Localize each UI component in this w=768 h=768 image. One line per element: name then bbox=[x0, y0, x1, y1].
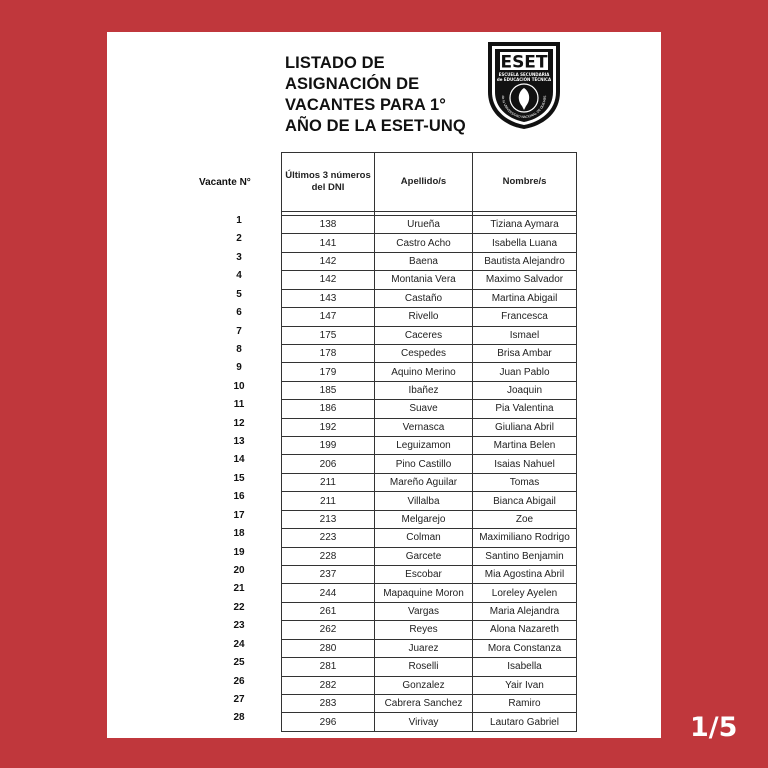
table-row bbox=[282, 621, 577, 639]
vacante-number: 1 bbox=[236, 215, 242, 226]
title-line-3: VACANTES PARA 1° bbox=[285, 96, 446, 114]
nombre-cell: Isaias Nahuel bbox=[473, 455, 577, 473]
table-row bbox=[282, 344, 577, 362]
logo-ring-text: de la UNIVERSIDAD NACIONAL DE QUILMES bbox=[500, 95, 548, 120]
apellido-cell: Ibañez bbox=[375, 381, 473, 399]
apellido-cell: Garcete bbox=[375, 547, 473, 565]
nombre-cell: Pia Valentina bbox=[473, 400, 577, 418]
vacante-number: 12 bbox=[233, 417, 245, 429]
nombre-cell: Maximiliano Rodrigo bbox=[473, 529, 577, 547]
nombre-cell: Maria Alejandra bbox=[473, 602, 577, 620]
table-row bbox=[282, 326, 577, 344]
table-row bbox=[282, 455, 577, 473]
dni-cell: 283 bbox=[282, 694, 375, 712]
vacante-number-list bbox=[219, 212, 259, 728]
table-row bbox=[282, 566, 577, 584]
nombre-cell: Giuliana Abril bbox=[473, 418, 577, 436]
apellido-cell: Gonzalez bbox=[375, 676, 473, 694]
title-line-1: LISTADO DE bbox=[285, 54, 385, 72]
nombre-cell: Santino Benjamin bbox=[473, 547, 577, 565]
vacante-number: 11 bbox=[233, 399, 245, 411]
dni-cell: 199 bbox=[282, 437, 375, 455]
nombre-cell: Ismael bbox=[473, 326, 577, 344]
vacante-number: 25 bbox=[233, 657, 245, 669]
nombre-cell: Mora Constanza bbox=[473, 639, 577, 657]
apellido-cell: Cespedes bbox=[375, 344, 473, 362]
table-row bbox=[282, 676, 577, 694]
dni-cell: 142 bbox=[282, 252, 375, 270]
dni-cell: 206 bbox=[282, 455, 375, 473]
vacante-number: 6 bbox=[236, 307, 242, 319]
vacante-number: 19 bbox=[233, 546, 245, 558]
apellido-cell: Colman bbox=[375, 529, 473, 547]
apellido-cell: Juarez bbox=[375, 639, 473, 657]
vacante-number: 23 bbox=[233, 620, 245, 632]
apellido-cell: Vernasca bbox=[375, 418, 473, 436]
apellido-cell: Caceres bbox=[375, 326, 473, 344]
apellido-cell: Mapaquine Moron bbox=[375, 584, 473, 602]
apellido-cell: Suave bbox=[375, 400, 473, 418]
table-row bbox=[282, 289, 577, 307]
vacante-number: 27 bbox=[233, 693, 245, 705]
nombre-cell: Martina Abigail bbox=[473, 289, 577, 307]
dni-cell: 237 bbox=[282, 566, 375, 584]
vacante-number: 16 bbox=[233, 491, 245, 503]
apellido-cell: Leguizamon bbox=[375, 437, 473, 455]
apellido-cell: Vargas bbox=[375, 602, 473, 620]
document-title bbox=[285, 53, 475, 137]
vacante-number: 8 bbox=[236, 343, 242, 355]
title-line-2: ASIGNACIÓN DE bbox=[285, 75, 420, 93]
logo-name: ESET bbox=[500, 52, 548, 73]
eset-logo bbox=[486, 40, 562, 130]
nombre-cell: Francesca bbox=[473, 308, 577, 326]
apellido-cell: Reyes bbox=[375, 621, 473, 639]
logo-line1: ESCUELA SECUNDARIA bbox=[498, 72, 550, 77]
header-nombre: Nombre/s bbox=[473, 153, 577, 212]
dni-cell: 186 bbox=[282, 400, 375, 418]
apellido-cell: Villalba bbox=[375, 492, 473, 510]
nombre-cell: Maximo Salvador bbox=[473, 271, 577, 289]
nombre-cell: Isabella Luana bbox=[473, 234, 577, 252]
document-page bbox=[107, 32, 661, 738]
nombre-cell: Loreley Ayelen bbox=[473, 584, 577, 602]
vacante-number: 20 bbox=[233, 565, 245, 577]
table-row bbox=[282, 584, 577, 602]
vacante-number: 4 bbox=[236, 270, 242, 282]
vacante-number: 3 bbox=[236, 251, 242, 263]
apellido-cell: Escobar bbox=[375, 566, 473, 584]
header-dni: Últimos 3 números del DNI bbox=[282, 153, 375, 212]
table-row bbox=[282, 252, 577, 270]
apellido-cell: Roselli bbox=[375, 658, 473, 676]
apellido-cell: Baena bbox=[375, 252, 473, 270]
logo-line2: de EDUCACIÓN TÉCNICA bbox=[496, 77, 552, 82]
table-row bbox=[282, 713, 577, 731]
dni-cell: 138 bbox=[282, 216, 375, 234]
dni-cell: 178 bbox=[282, 344, 375, 362]
vacante-number: 28 bbox=[233, 712, 245, 724]
dni-cell: 192 bbox=[282, 418, 375, 436]
table-row bbox=[282, 492, 577, 510]
nombre-cell: Yair Ivan bbox=[473, 676, 577, 694]
dni-cell: 228 bbox=[282, 547, 375, 565]
nombre-cell: Ramiro bbox=[473, 694, 577, 712]
nombre-cell: Joaquin bbox=[473, 381, 577, 399]
dni-cell: 185 bbox=[282, 381, 375, 399]
apellido-cell: Virivay bbox=[375, 713, 473, 731]
table-row bbox=[282, 308, 577, 326]
nombre-cell: Mia Agostina Abril bbox=[473, 566, 577, 584]
table-row bbox=[282, 602, 577, 620]
dni-cell: 141 bbox=[282, 234, 375, 252]
table-row bbox=[282, 529, 577, 547]
nombre-cell: Tiziana Aymara bbox=[473, 216, 577, 234]
vacante-number: 15 bbox=[233, 472, 245, 484]
vacante-number: 7 bbox=[236, 325, 242, 337]
apellido-cell: Castaño bbox=[375, 289, 473, 307]
table-row bbox=[282, 510, 577, 528]
page-indicator: 1/5 bbox=[690, 712, 738, 743]
table-row bbox=[282, 271, 577, 289]
table-row bbox=[282, 234, 577, 252]
vacante-number: 26 bbox=[233, 675, 245, 687]
assignment-table bbox=[281, 152, 577, 732]
header-apellido: Apellido/s bbox=[375, 153, 473, 212]
dni-cell: 147 bbox=[282, 308, 375, 326]
table-row bbox=[282, 400, 577, 418]
table-row bbox=[282, 216, 577, 234]
nombre-cell: Bianca Abigail bbox=[473, 492, 577, 510]
apellido-cell: Castro Acho bbox=[375, 234, 473, 252]
apellido-cell: Cabrera Sanchez bbox=[375, 694, 473, 712]
dni-cell: 296 bbox=[282, 713, 375, 731]
table-row bbox=[282, 473, 577, 491]
dni-cell: 281 bbox=[282, 658, 375, 676]
nombre-cell: Zoe bbox=[473, 510, 577, 528]
header-vacante: Vacante N° bbox=[199, 177, 251, 188]
dni-cell: 211 bbox=[282, 492, 375, 510]
table-row bbox=[282, 547, 577, 565]
vacante-number: 9 bbox=[236, 362, 242, 374]
dni-cell: 142 bbox=[282, 271, 375, 289]
nombre-cell: Lautaro Gabriel bbox=[473, 713, 577, 731]
dni-cell: 175 bbox=[282, 326, 375, 344]
vacante-number: 22 bbox=[233, 601, 245, 613]
vacante-number: 5 bbox=[236, 288, 242, 300]
table-row bbox=[282, 658, 577, 676]
dni-cell: 280 bbox=[282, 639, 375, 657]
vacante-number: 13 bbox=[233, 436, 245, 448]
dni-cell: 223 bbox=[282, 529, 375, 547]
vacante-number: 24 bbox=[233, 638, 245, 650]
nombre-cell: Alona Nazareth bbox=[473, 621, 577, 639]
dni-cell: 244 bbox=[282, 584, 375, 602]
apellido-cell: Montania Vera bbox=[375, 271, 473, 289]
nombre-cell: Tomas bbox=[473, 473, 577, 491]
apellido-cell: Melgarejo bbox=[375, 510, 473, 528]
nombre-cell: Brisa Ambar bbox=[473, 344, 577, 362]
vacante-number: 17 bbox=[233, 509, 245, 521]
title-line-4: AÑO DE LA ESET-UNQ bbox=[285, 117, 466, 135]
table-row bbox=[282, 418, 577, 436]
dni-cell: 179 bbox=[282, 363, 375, 381]
nombre-cell: Bautista Alejandro bbox=[473, 252, 577, 270]
dni-cell: 213 bbox=[282, 510, 375, 528]
nombre-cell: Martina Belen bbox=[473, 437, 577, 455]
apellido-cell: Pino Castillo bbox=[375, 455, 473, 473]
apellido-cell: Rivello bbox=[375, 308, 473, 326]
vacante-number: 18 bbox=[233, 528, 245, 540]
nombre-cell: Isabella bbox=[473, 658, 577, 676]
apellido-cell: Urueña bbox=[375, 216, 473, 234]
dni-cell: 262 bbox=[282, 621, 375, 639]
dni-cell: 282 bbox=[282, 676, 375, 694]
table-row bbox=[282, 437, 577, 455]
apellido-cell: Mareño Aguilar bbox=[375, 473, 473, 491]
table-row bbox=[282, 381, 577, 399]
dni-cell: 143 bbox=[282, 289, 375, 307]
dni-cell: 261 bbox=[282, 602, 375, 620]
nombre-cell: Juan Pablo bbox=[473, 363, 577, 381]
vacante-number: 21 bbox=[233, 583, 245, 595]
dni-cell: 211 bbox=[282, 473, 375, 491]
apellido-cell: Aquino Merino bbox=[375, 363, 473, 381]
table-row bbox=[282, 694, 577, 712]
vacante-number: 14 bbox=[233, 454, 245, 466]
table-row bbox=[282, 639, 577, 657]
table-row bbox=[282, 363, 577, 381]
vacante-number: 2 bbox=[236, 233, 242, 245]
vacante-number: 10 bbox=[233, 380, 245, 392]
